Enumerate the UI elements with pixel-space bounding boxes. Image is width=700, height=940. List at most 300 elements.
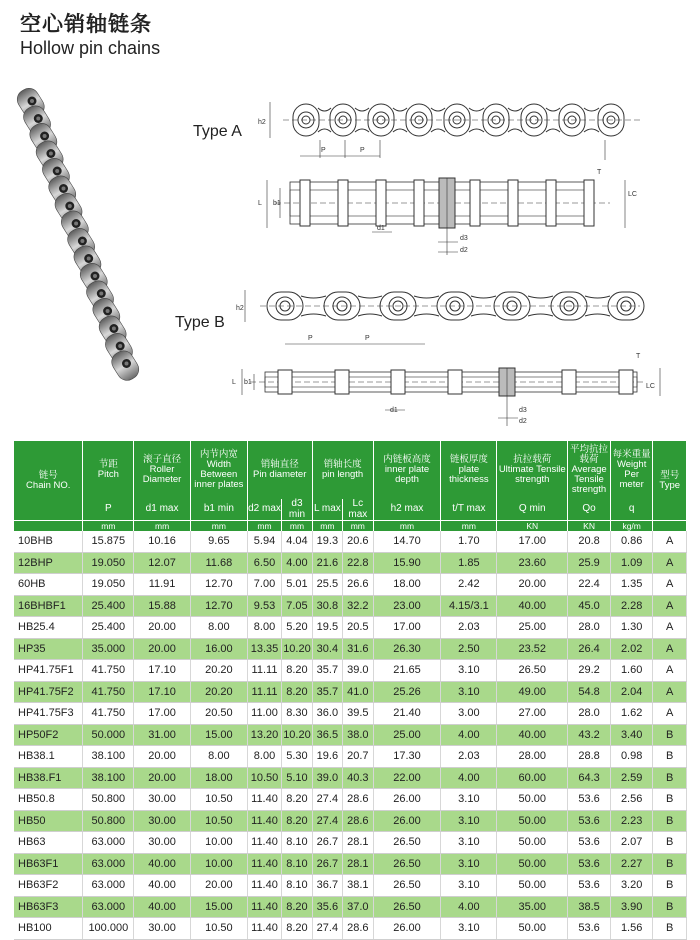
table-cell: 11.40 <box>247 918 281 940</box>
table-cell: 25.00 <box>373 724 441 746</box>
table-cell: 25.00 <box>497 617 568 639</box>
table-cell: 54.8 <box>568 681 611 703</box>
table-cell: 26.7 <box>312 832 342 854</box>
table-cell: 28.6 <box>343 810 373 832</box>
header-en: Roller Diameter <box>142 464 182 485</box>
dim-lc-b: LC <box>646 383 655 390</box>
table-cell: 49.00 <box>497 681 568 703</box>
dim-l-b: L <box>232 379 236 386</box>
table-cell: 41.750 <box>83 703 134 725</box>
table-cell: 12.70 <box>190 595 247 617</box>
table-cell: 63.000 <box>83 832 134 854</box>
table-cell: 40.00 <box>134 853 191 875</box>
page-title-cn: 空心销轴链条 <box>20 12 152 36</box>
table-cell: 40.00 <box>134 875 191 897</box>
table-cell: 8.00 <box>247 746 281 768</box>
header-cn: 销轴长度 <box>323 459 362 471</box>
table-cell: 5.01 <box>282 574 312 596</box>
chain-photo <box>13 85 142 385</box>
type-a-plan-view <box>267 178 625 255</box>
table-cell: HB50.8 <box>14 789 83 811</box>
header-sym: L max <box>312 499 342 521</box>
type-a-label: Type A <box>193 123 242 140</box>
table-cell: 17.00 <box>134 703 191 725</box>
table-cell: 64.3 <box>568 767 611 789</box>
table-cell: 2.04 <box>610 681 653 703</box>
header-cn: 滚子直径 <box>143 454 182 466</box>
table-cell: 28.0 <box>568 703 611 725</box>
table-cell: 27.4 <box>312 810 342 832</box>
table-cell: HP41.75F3 <box>14 703 83 725</box>
table-cell: 4.00 <box>441 767 497 789</box>
table-cell: 53.6 <box>568 832 611 854</box>
table-cell: 50.800 <box>83 789 134 811</box>
table-cell: 2.03 <box>441 617 497 639</box>
table-cell: 15.00 <box>190 896 247 918</box>
table-cell: 18.00 <box>190 767 247 789</box>
header-cn: 链板厚度 <box>449 454 488 466</box>
table-row <box>14 617 687 639</box>
table-cell: 26.00 <box>373 810 441 832</box>
header-unit: kg/m <box>610 521 653 532</box>
table-cell: HB63F2 <box>14 875 83 897</box>
header-en: pin length <box>322 469 364 480</box>
type-b-label: Type B <box>175 314 225 331</box>
table-cell: 10.16 <box>134 531 191 552</box>
header-unit: mm <box>190 521 247 532</box>
header-sym: d2 max <box>247 499 281 521</box>
table-cell: B <box>653 853 687 875</box>
table-cell: 10.00 <box>190 853 247 875</box>
table-cell: 35.6 <box>312 896 342 918</box>
table-row <box>14 638 687 660</box>
header-sym: Qo <box>568 499 611 521</box>
table-cell: 2.07 <box>610 832 653 854</box>
header-sym: d1 max <box>134 499 191 521</box>
table-cell: 3.10 <box>441 660 497 682</box>
table-cell: 11.00 <box>247 703 281 725</box>
table-cell: 8.00 <box>247 617 281 639</box>
table-cell: 20.50 <box>190 703 247 725</box>
table-cell: 5.10 <box>282 767 312 789</box>
table-cell: 38.5 <box>568 896 611 918</box>
table-cell: 50.00 <box>497 832 568 854</box>
table-cell: A <box>653 660 687 682</box>
table-cell: 26.6 <box>343 574 373 596</box>
table-cell: B <box>653 746 687 768</box>
table-cell: 35.7 <box>312 681 342 703</box>
table-cell: 50.00 <box>497 875 568 897</box>
header-en: Width Between inner plates <box>194 459 244 490</box>
dim-lc-a: LC <box>628 191 637 198</box>
table-cell: 5.94 <box>247 531 281 552</box>
table-cell: 21.6 <box>312 552 342 574</box>
table-row <box>14 660 687 682</box>
dim-t-a: T <box>597 169 602 176</box>
table-cell: 4.00 <box>282 552 312 574</box>
dim-b1-a: b1 <box>273 200 281 207</box>
table-cell: 26.30 <box>373 638 441 660</box>
table-cell: 22.8 <box>343 552 373 574</box>
header-unit: mm <box>134 521 191 532</box>
dim-p-b1: P <box>308 335 313 342</box>
dim-d3-b: d3 <box>519 407 527 414</box>
table-cell: 3.10 <box>441 853 497 875</box>
table-cell: 1.62 <box>610 703 653 725</box>
header-en: Type <box>659 479 681 491</box>
table-cell: A <box>653 552 687 574</box>
table-cell: HB50 <box>14 810 83 832</box>
table-cell: 35.00 <box>497 896 568 918</box>
table-cell: 5.30 <box>282 746 312 768</box>
table-cell: 28.1 <box>343 832 373 854</box>
dim-p-a1: P <box>321 147 326 154</box>
table-cell: 53.6 <box>568 918 611 940</box>
header-0 <box>14 441 83 521</box>
dim-d1-b: d1 <box>390 407 398 414</box>
table-header <box>14 441 687 531</box>
table-cell: 3.10 <box>441 810 497 832</box>
header-5 <box>312 441 373 499</box>
table-cell: 10BHB <box>14 531 83 552</box>
table-cell: 0.86 <box>610 531 653 552</box>
dim-h2-a: h2 <box>258 119 266 126</box>
table-row <box>14 531 687 552</box>
table-cell: 1.09 <box>610 552 653 574</box>
table-cell: 19.050 <box>83 574 134 596</box>
table-cell: 8.20 <box>282 789 312 811</box>
table-row <box>14 875 687 897</box>
table-cell: 45.0 <box>568 595 611 617</box>
table-row <box>14 574 687 596</box>
header-en: Chain NO. <box>26 479 71 491</box>
table-cell: 19.3 <box>312 531 342 552</box>
table-cell: 10.20 <box>282 638 312 660</box>
table-cell: 25.5 <box>312 574 342 596</box>
table-cell: 8.20 <box>282 896 312 918</box>
table-cell: 8.30 <box>282 703 312 725</box>
table-cell: 28.8 <box>568 746 611 768</box>
header-unit <box>653 521 687 532</box>
table-cell: 53.6 <box>568 875 611 897</box>
header-sym: P <box>83 499 134 521</box>
table-cell: 20.5 <box>343 617 373 639</box>
table-cell: 11.91 <box>134 574 191 596</box>
table-cell: 3.00 <box>441 703 497 725</box>
table-cell: 26.50 <box>373 875 441 897</box>
header-unit: KN <box>568 521 611 532</box>
header-en: Ultimate Tensile strength <box>498 464 566 485</box>
table-cell: 26.4 <box>568 638 611 660</box>
table-cell: 2.42 <box>441 574 497 596</box>
header-unit: mm <box>282 521 312 532</box>
table-cell: 3.20 <box>610 875 653 897</box>
table-cell: 23.00 <box>373 595 441 617</box>
header-cn: 抗拉载荷 <box>513 454 552 466</box>
table-cell: HP35 <box>14 638 83 660</box>
table-cell: 20.00 <box>134 638 191 660</box>
table-row <box>14 896 687 918</box>
header-unit: KN <box>497 521 568 532</box>
table-cell: 10.50 <box>247 767 281 789</box>
table-cell: 53.6 <box>568 789 611 811</box>
table-row <box>14 746 687 768</box>
table-cell: 25.400 <box>83 617 134 639</box>
header-cn: 节距 <box>98 459 118 471</box>
table-cell: 3.10 <box>441 832 497 854</box>
header-4 <box>247 441 312 499</box>
table-cell: 1.35 <box>610 574 653 596</box>
table-cell: HB100 <box>14 918 83 940</box>
table-cell: 4.00 <box>441 896 497 918</box>
table-cell: 63.000 <box>83 875 134 897</box>
table-cell: 41.750 <box>83 681 134 703</box>
table-cell: 3.90 <box>610 896 653 918</box>
table-cell: 15.00 <box>190 724 247 746</box>
table-cell: 11.11 <box>247 681 281 703</box>
table-cell: 11.40 <box>247 789 281 811</box>
table-cell: 19.6 <box>312 746 342 768</box>
table-cell: 11.40 <box>247 896 281 918</box>
table-cell: B <box>653 918 687 940</box>
table-cell: 1.56 <box>610 918 653 940</box>
table-cell: 23.60 <box>497 552 568 574</box>
dim-d1-a: d1 <box>377 225 385 232</box>
table-cell: B <box>653 810 687 832</box>
table-cell: 41.0 <box>343 681 373 703</box>
table-row <box>14 853 687 875</box>
table-cell: 10.50 <box>190 810 247 832</box>
table-cell: 28.6 <box>343 918 373 940</box>
table-cell: 60HB <box>14 574 83 596</box>
table-row <box>14 724 687 746</box>
table-row <box>14 767 687 789</box>
table-cell: 3.10 <box>441 681 497 703</box>
table-cell: 50.00 <box>497 853 568 875</box>
table-cell: 30.00 <box>134 810 191 832</box>
table-cell: 43.2 <box>568 724 611 746</box>
table-cell: 19.050 <box>83 552 134 574</box>
table-cell: 60.00 <box>497 767 568 789</box>
table-cell: 30.00 <box>134 832 191 854</box>
table-cell: 25.26 <box>373 681 441 703</box>
table-cell: 32.2 <box>343 595 373 617</box>
table-cell: 1.85 <box>441 552 497 574</box>
table-cell: 12.07 <box>134 552 191 574</box>
table-cell: HB25.4 <box>14 617 83 639</box>
table-cell: 26.50 <box>373 832 441 854</box>
table-cell: 26.00 <box>373 918 441 940</box>
header-sym: q <box>610 499 653 521</box>
header-unit: mm <box>247 521 281 532</box>
table-cell: 3.10 <box>441 875 497 897</box>
table-cell: 30.4 <box>312 638 342 660</box>
table-cell: 9.53 <box>247 595 281 617</box>
table-cell: 14.70 <box>373 531 441 552</box>
page-title-en: Hollow pin chains <box>20 38 161 58</box>
table-cell: 2.50 <box>441 638 497 660</box>
table-cell: 10.50 <box>190 789 247 811</box>
table-cell: HP41.75F2 <box>14 681 83 703</box>
table-cell: 2.27 <box>610 853 653 875</box>
table-cell: 9.65 <box>190 531 247 552</box>
header-6 <box>373 441 441 499</box>
dim-t-b: T <box>636 353 641 360</box>
header-sym: Q min <box>497 499 568 521</box>
table-cell: 16.00 <box>190 638 247 660</box>
table-cell: 25.9 <box>568 552 611 574</box>
table-cell: 2.23 <box>610 810 653 832</box>
table-cell: 3.10 <box>441 789 497 811</box>
table-cell: HB63F3 <box>14 896 83 918</box>
table-cell: 63.000 <box>83 853 134 875</box>
table-cell: 11.68 <box>190 552 247 574</box>
table-cell: 16BHBF1 <box>14 595 83 617</box>
table-cell: 53.6 <box>568 853 611 875</box>
table-cell: 20.00 <box>134 746 191 768</box>
table-cell: 10.20 <box>282 724 312 746</box>
table-cell: 11.40 <box>247 853 281 875</box>
table-cell: B <box>653 896 687 918</box>
table-cell: 4.04 <box>282 531 312 552</box>
table-cell: 26.50 <box>373 853 441 875</box>
table-cell: 10.50 <box>190 918 247 940</box>
table-cell: 8.20 <box>282 660 312 682</box>
table-cell: 17.00 <box>373 617 441 639</box>
header-cn: 内节内宽 <box>199 449 238 461</box>
header-7 <box>441 441 497 499</box>
table-cell: 17.00 <box>497 531 568 552</box>
table-cell: 2.02 <box>610 638 653 660</box>
header-sym: Lc max <box>343 499 373 521</box>
table-cell: 26.00 <box>373 789 441 811</box>
table-cell: 36.7 <box>312 875 342 897</box>
table-cell: 1.30 <box>610 617 653 639</box>
table-cell: 27.4 <box>312 789 342 811</box>
table-cell: 6.50 <box>247 552 281 574</box>
table-cell: A <box>653 574 687 596</box>
dim-l-a: L <box>258 200 262 207</box>
header-1 <box>83 441 134 499</box>
table-cell: 35.7 <box>312 660 342 682</box>
header-sym: t/T max <box>441 499 497 521</box>
table-cell: 0.98 <box>610 746 653 768</box>
table-cell: 2.03 <box>441 746 497 768</box>
table-cell: 8.10 <box>282 853 312 875</box>
table-cell: B <box>653 875 687 897</box>
table-cell: 7.05 <box>282 595 312 617</box>
dim-d2-b: d2 <box>519 418 527 425</box>
table-cell: 3.10 <box>441 918 497 940</box>
table-cell: 31.6 <box>343 638 373 660</box>
table-cell: 50.00 <box>497 810 568 832</box>
header-sym: d3 min <box>282 499 312 521</box>
table-cell: 36.0 <box>312 703 342 725</box>
header-en: inner plate depth <box>384 464 430 485</box>
table-cell: HB63 <box>14 832 83 854</box>
table-cell: A <box>653 638 687 660</box>
table-cell: 22.4 <box>568 574 611 596</box>
table-cell: HB38.1 <box>14 746 83 768</box>
table-cell: 53.6 <box>568 810 611 832</box>
dim-p-b2: P <box>365 335 370 342</box>
type-b-plan-view <box>242 368 660 426</box>
table-cell: B <box>653 789 687 811</box>
table-cell: 26.7 <box>312 853 342 875</box>
table-cell: 4.00 <box>441 724 497 746</box>
table-cell: 17.30 <box>373 746 441 768</box>
header-2 <box>134 441 191 499</box>
table-cell: 38.100 <box>83 746 134 768</box>
table-cell: 17.10 <box>134 681 191 703</box>
table-cell: 15.875 <box>83 531 134 552</box>
table-cell: 27.00 <box>497 703 568 725</box>
dim-b1-b: b1 <box>244 379 252 386</box>
table-row <box>14 789 687 811</box>
table-cell: 28.00 <box>497 746 568 768</box>
table-cell: 20.00 <box>190 875 247 897</box>
header-unit: mm <box>373 521 441 532</box>
table-cell: 1.60 <box>610 660 653 682</box>
table-row <box>14 681 687 703</box>
table-row <box>14 595 687 617</box>
header-en: plate thickness <box>449 464 489 485</box>
table-cell: 17.10 <box>134 660 191 682</box>
table-cell: 38.100 <box>83 767 134 789</box>
table-cell: 23.52 <box>497 638 568 660</box>
table-cell: 36.5 <box>312 724 342 746</box>
table-cell: A <box>653 595 687 617</box>
dim-p-a2: P <box>360 147 365 154</box>
header-en: Average Tensile strength <box>571 464 607 495</box>
header-cn: 链号 <box>38 469 58 481</box>
header-cn: 每米重量 <box>612 449 651 461</box>
table-cell: 50.800 <box>83 810 134 832</box>
table-cell: 19.5 <box>312 617 342 639</box>
header-11 <box>653 441 687 521</box>
table-cell: 26.50 <box>497 660 568 682</box>
table-cell: 28.6 <box>343 789 373 811</box>
table-cell: 2.56 <box>610 789 653 811</box>
table-cell: 1.70 <box>441 531 497 552</box>
table-cell: A <box>653 703 687 725</box>
table-cell: 50.00 <box>497 918 568 940</box>
table-cell: A <box>653 617 687 639</box>
header-en: Pitch <box>97 469 119 480</box>
table-cell: 12BHP <box>14 552 83 574</box>
table-cell: 27.4 <box>312 918 342 940</box>
table-cell: 21.40 <box>373 703 441 725</box>
table-cell: 37.0 <box>343 896 373 918</box>
table-cell: 11.40 <box>247 875 281 897</box>
table-cell: 20.00 <box>134 767 191 789</box>
table-cell: 2.59 <box>610 767 653 789</box>
table-cell: 10.00 <box>190 832 247 854</box>
table-cell: 20.8 <box>568 531 611 552</box>
table-cell: 40.3 <box>343 767 373 789</box>
table-cell: 30.8 <box>312 595 342 617</box>
header-cn: 平均抗拉载荷 <box>570 444 609 466</box>
table-cell: 30.00 <box>134 789 191 811</box>
header-3 <box>190 441 247 499</box>
table-cell: 20.20 <box>190 681 247 703</box>
table-cell: 8.20 <box>282 810 312 832</box>
table-row <box>14 918 687 940</box>
table-cell: 39.0 <box>343 660 373 682</box>
table-cell: 12.70 <box>190 574 247 596</box>
specs-table <box>14 441 687 940</box>
table-cell: 25.400 <box>83 595 134 617</box>
